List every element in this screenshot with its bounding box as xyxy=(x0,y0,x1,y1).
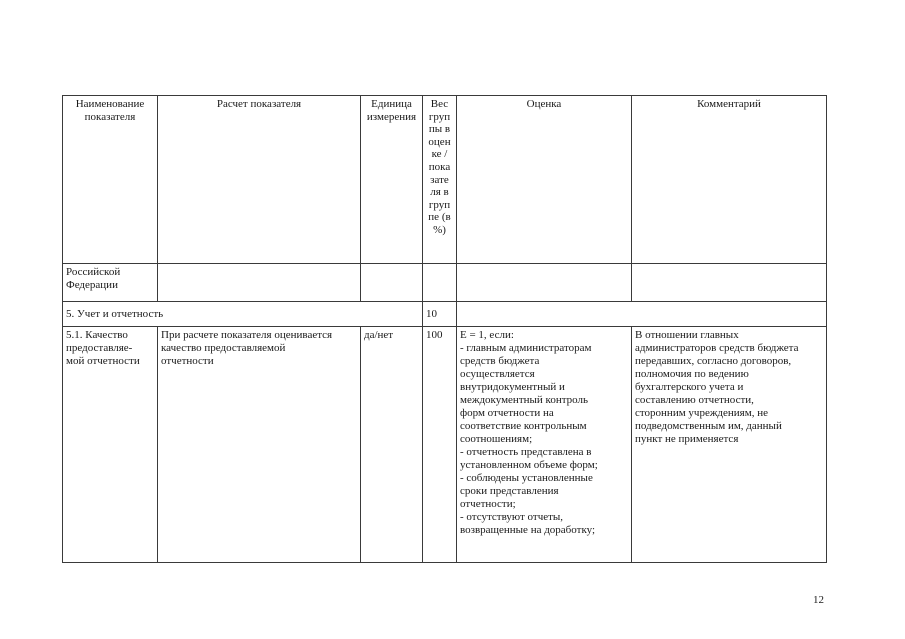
empty-cell xyxy=(423,264,457,302)
header-weight-line: зате xyxy=(430,173,449,186)
indicator-row xyxy=(63,327,827,563)
comment-line: полномочия по ведению xyxy=(635,368,749,380)
evaluation-line: междокументный контроль xyxy=(460,394,589,406)
empty-cell xyxy=(158,264,361,302)
indicator-calc-line: отчетности xyxy=(161,355,214,367)
evaluation-line: сроки представления xyxy=(460,485,559,497)
evaluation-line: отчетности; xyxy=(460,498,516,510)
evaluation-line: - отсутствуют отчеты, xyxy=(460,511,564,523)
comment-line: передавших, согласно договоров, xyxy=(635,355,792,367)
federation-label xyxy=(63,264,158,302)
header-weight-line: ке / xyxy=(431,148,448,161)
comment-line: администраторов средств бюджета xyxy=(635,342,799,354)
indicator-name-line: 5.1. Качество xyxy=(66,329,128,341)
header-weight xyxy=(423,96,457,264)
header-name: Наименование показателя xyxy=(63,96,158,264)
header-comment: Комментарий xyxy=(632,96,827,264)
evaluation-line: соотношениям; xyxy=(460,433,533,445)
header-weight-line: %) xyxy=(433,223,446,236)
evaluation-line: внутридокументный и xyxy=(460,381,565,393)
evaluation-line: форм отчетности на xyxy=(460,407,554,419)
comment-line: подведомственным им, данный xyxy=(635,420,782,432)
indicator-name-line: предоставляе- xyxy=(66,342,133,354)
indicator-name-line: мой отчетности xyxy=(66,355,140,367)
evaluation-line: - отчетность представлена в xyxy=(460,446,592,458)
group-title: 5. Учет и отчетность xyxy=(63,302,423,327)
evaluation-line: возвращенные на доработку; xyxy=(460,524,596,536)
evaluation-line: соответствие контрольным xyxy=(460,420,587,432)
evaluation-line: средств бюджета xyxy=(460,355,540,367)
federation-row xyxy=(63,264,827,302)
indicator-comment xyxy=(632,327,827,563)
evaluation-line: осуществляется xyxy=(460,368,535,380)
indicator-weight: 100 xyxy=(423,327,457,563)
comment-line: составлению отчетности, xyxy=(635,394,754,406)
empty-cell xyxy=(457,302,827,327)
header-weight-line: Вес xyxy=(430,98,449,110)
header-weight-line: пока xyxy=(428,160,451,173)
header-weight-line: оцен xyxy=(428,135,451,148)
empty-cell xyxy=(457,264,632,302)
evaluation-line: - соблюдены установленные xyxy=(460,472,593,484)
indicator-table xyxy=(62,95,827,563)
header-weight-line: груп xyxy=(428,198,451,211)
evaluation-line: установленном объеме форм; xyxy=(460,459,598,471)
header-weight-line: груп xyxy=(428,110,451,123)
header-weight-line: ля в xyxy=(430,186,449,199)
federation-label-line: Федерации xyxy=(66,279,118,291)
header-row xyxy=(63,96,827,264)
indicator-unit: да/нет xyxy=(361,327,423,563)
header-weight-line: пы в xyxy=(428,123,451,136)
group-weight: 10 xyxy=(423,302,457,327)
comment-line: бухгалтерского учета и xyxy=(635,381,744,393)
indicator-calc-line: При расчете показателя оценивается xyxy=(161,329,333,341)
empty-cell xyxy=(361,264,423,302)
federation-label-line: Российской xyxy=(66,266,121,278)
comment-line: В отношении главных xyxy=(635,329,739,341)
header-evaluation: Оценка xyxy=(457,96,632,264)
comment-line: сторонним учреждениям, не xyxy=(635,407,768,419)
indicator-evaluation xyxy=(457,327,632,563)
comment-line: пункт не применяется xyxy=(635,433,739,445)
evaluation-line: E = 1, если: xyxy=(460,329,514,341)
header-weight-line: пе (в xyxy=(428,211,451,224)
empty-cell xyxy=(632,264,827,302)
header-unit: Единица измерения xyxy=(361,96,423,264)
indicator-calc-line: качество предоставляемой xyxy=(161,342,286,354)
evaluation-line: - главным администраторам xyxy=(460,342,592,354)
indicator-calc xyxy=(158,327,361,563)
header-calc: Расчет показателя xyxy=(158,96,361,264)
group-row xyxy=(63,302,827,327)
indicator-name xyxy=(63,327,158,563)
page-number: 12 xyxy=(813,594,824,606)
